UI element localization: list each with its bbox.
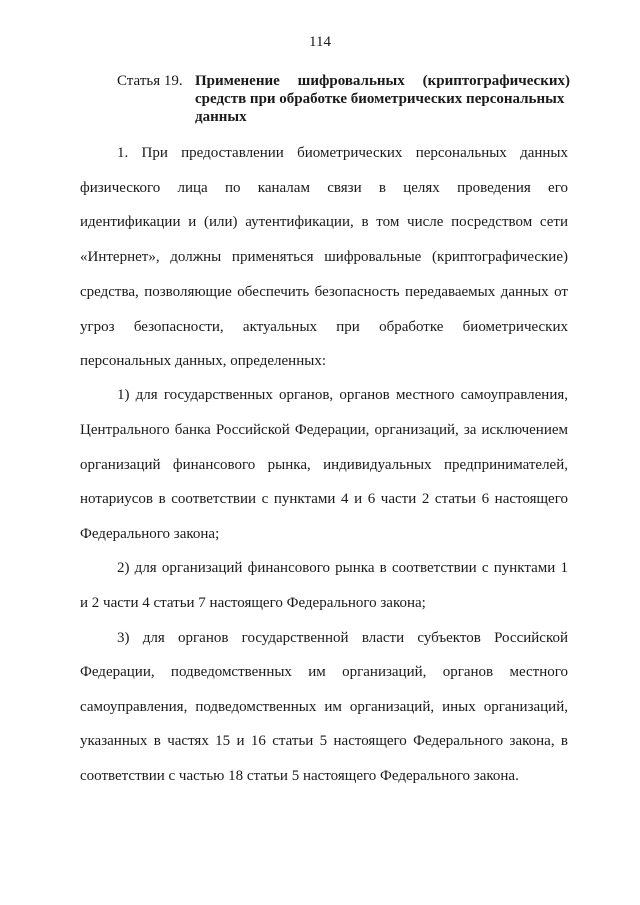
article-title-line: средств при обработке биометрических персональных [195,91,565,107]
paragraph-line: и 2 части 4 статьи 7 настоящего Федерального закона; [80,595,426,611]
paragraph-line: 1) для государственных органов, органов местного самоуправления, [117,387,568,403]
paragraph-line: угроз безопасности, актуальных при обработке биометрических [80,319,568,335]
paragraph-line: 2) для организаций финансового рынка в соответствии с пунктами 1 [117,560,568,576]
paragraph-line: Федерации, подведомственных им организаций, органов местного [80,664,568,680]
article-title-line: Применение шифровальных (криптографических) [195,73,570,89]
paragraph-line: Федерального закона; [80,526,220,542]
paragraph-line: самоуправления, подведомственных им организаций, иных организаций, [80,699,568,715]
paragraph-line: Центрального банка Российской Федерации, организаций, за исключением [80,422,568,438]
paragraph-line: 3) для органов государственной власти субъектов Российской [117,630,568,646]
paragraph-line: средства, позволяющие обеспечить безопасность передаваемых данных от [80,284,568,300]
article-title-line: данных [195,109,247,125]
article-label: Статья 19. [117,73,183,89]
paragraph-line: указанных в частях 15 и 16 статьи 5 настоящего Федерального закона, в [80,733,568,749]
paragraph-line: персональных данных, определенных: [80,353,326,369]
paragraph-line: организаций финансового рынка, индивидуальных предпринимателей, [80,457,568,473]
paragraph-line: нотариусов в соответствии с пунктами 4 и 6 части 2 статьи 6 настоящего [80,491,568,507]
paragraph-line: «Интернет», должны применяться шифровальные (криптографические) [80,249,568,265]
paragraph-line: физического лица по каналам связи в целях проведения его [80,180,568,196]
paragraph-line: 1. При предоставлении биометрических персональных данных [117,145,568,161]
paragraph-line: идентификации и (или) аутентификации, в том числе посредством сети [80,214,568,230]
article-title [195,72,570,126]
paragraph-line: соответствии с частью 18 статьи 5 настоящего Федерального закона. [80,768,519,784]
page-number: 114 [309,34,331,50]
